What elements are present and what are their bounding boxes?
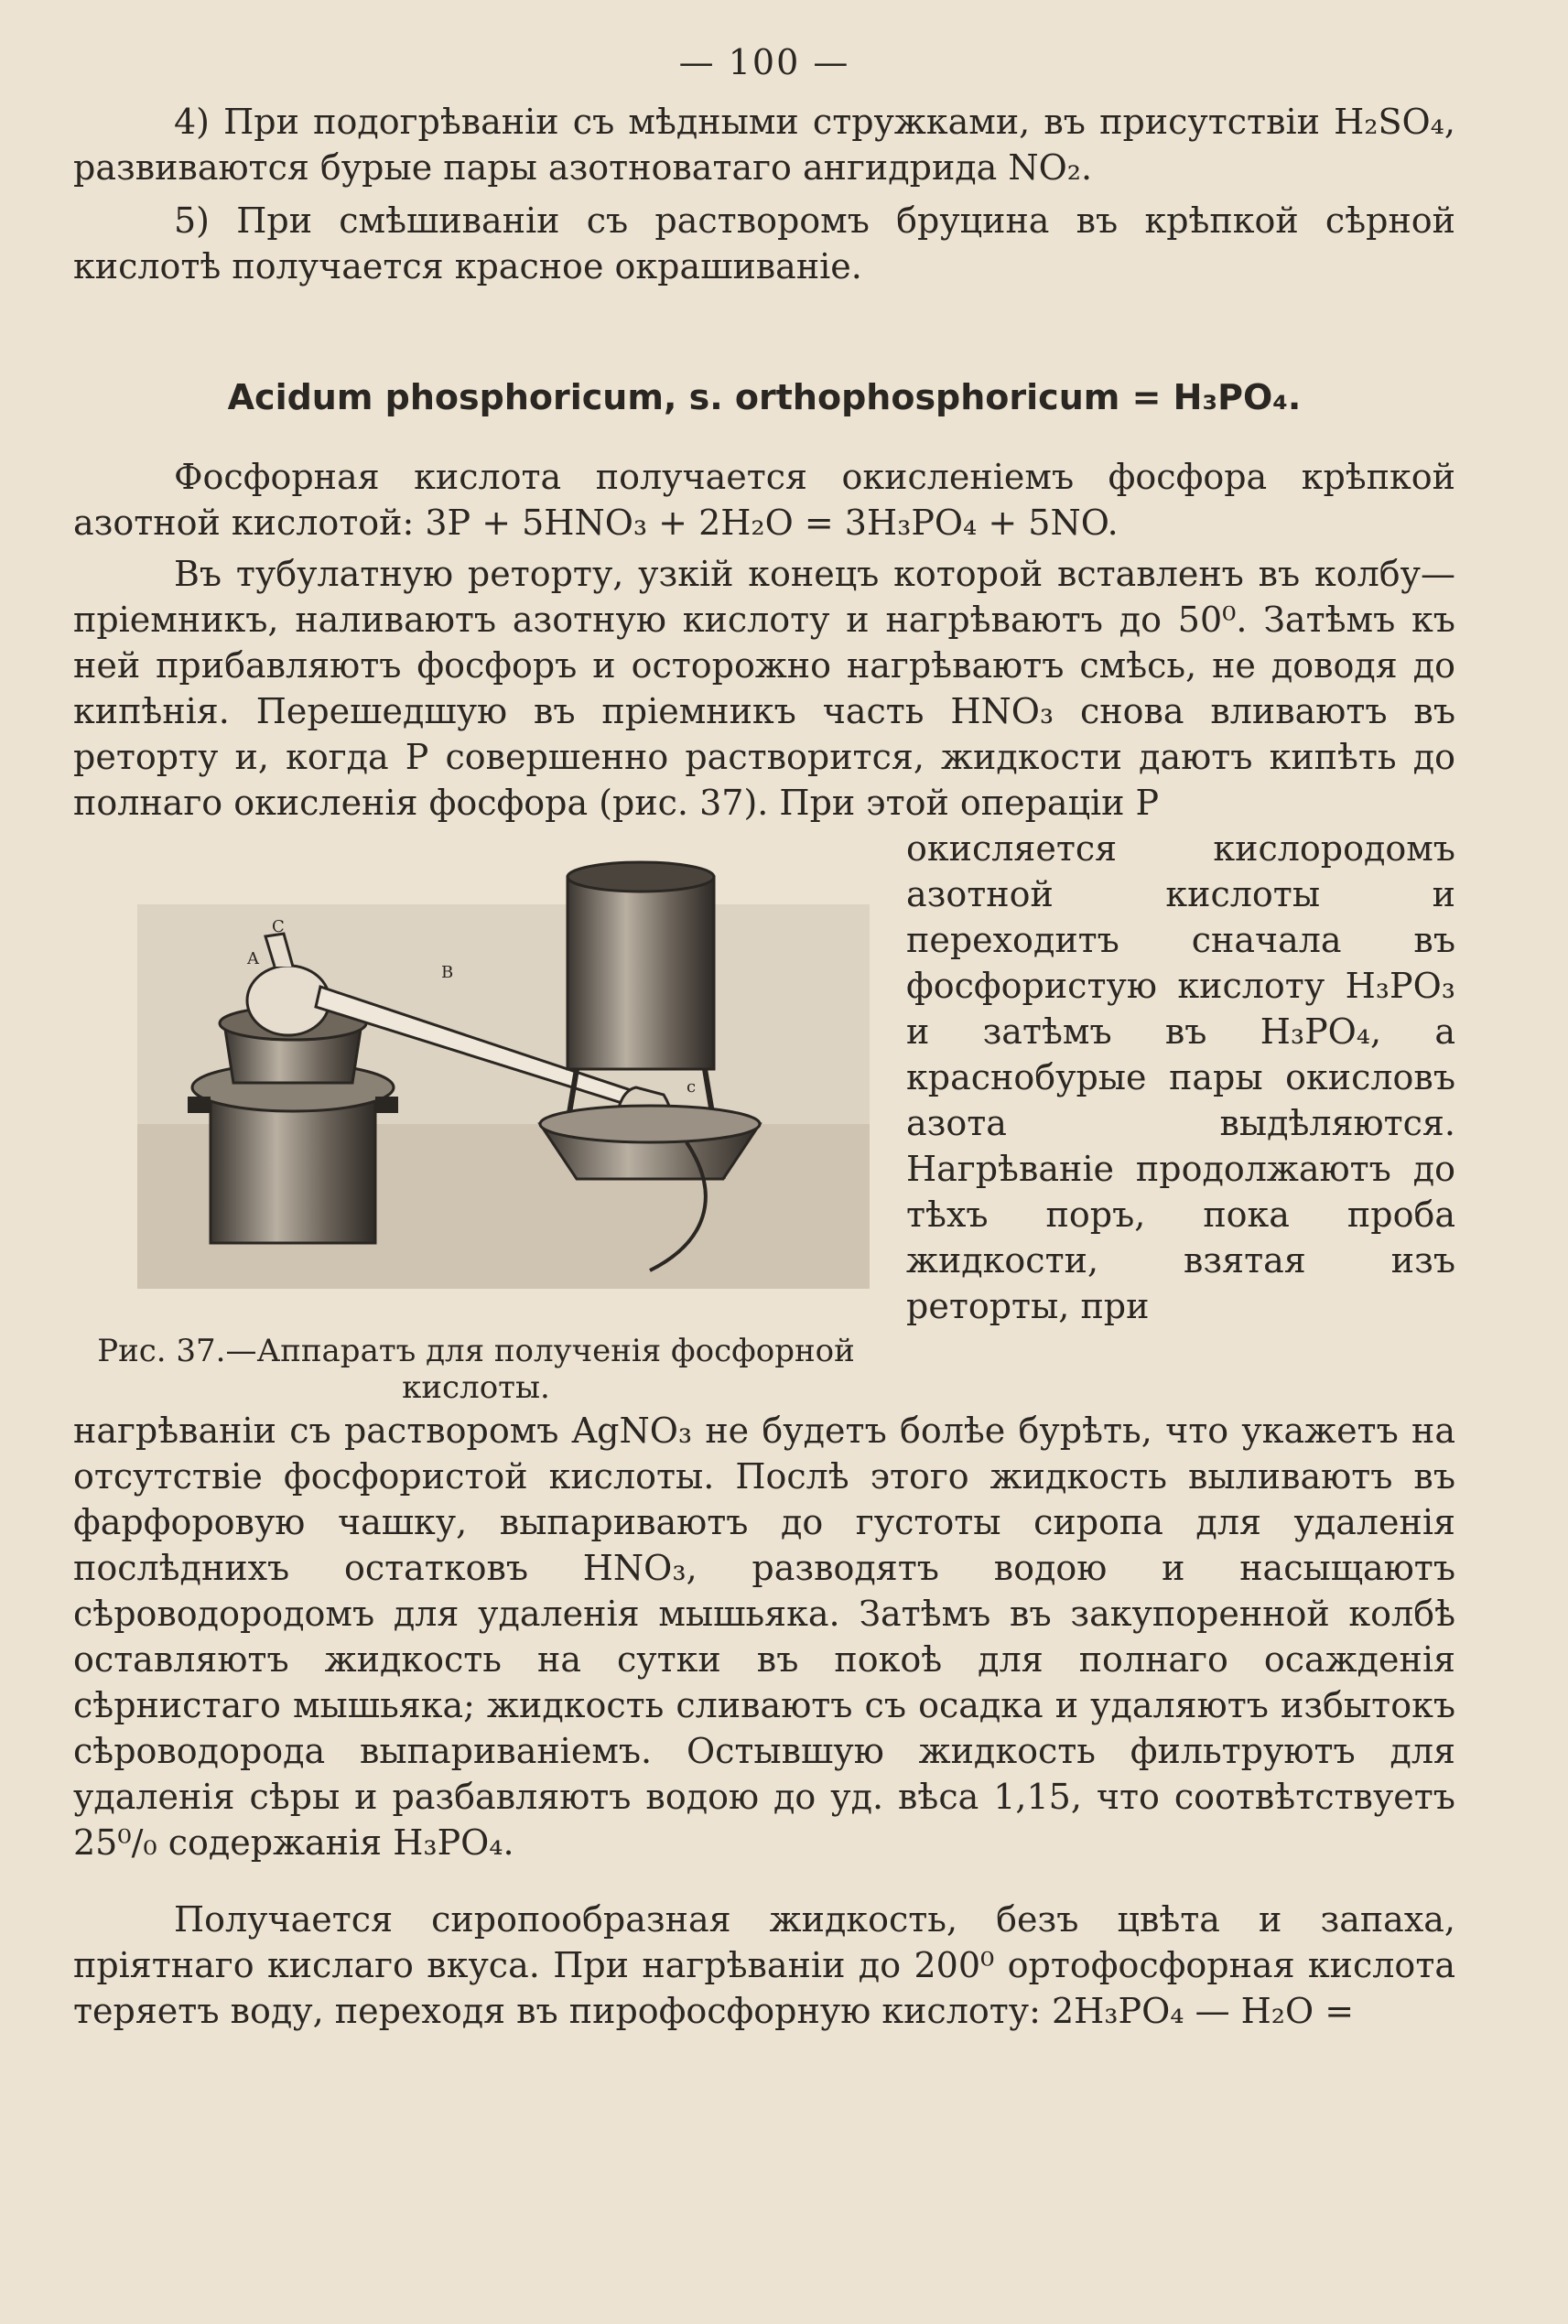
figure-label-c-lower: c xyxy=(687,1077,697,1097)
section-heading: Acidum phosphoricum, s. orthophosphoricum = H₃PO₄. xyxy=(227,377,1302,417)
paragraph-item-5: 5) При смѣшиваніи съ растворомъ бруцина въ крѣпкой сѣрной кислотѣ получается красное окрашиваніе. xyxy=(73,200,1455,286)
figure-label-a: A xyxy=(247,949,259,968)
side-paragraph: окисляется кислородомъ азотной кислоты и переходитъ сначала въ фосфористую кислоту H₃PO₃ и затѣмъ въ H₃PO₄, а краснобурые пары окисловъ азота выдѣляются. Нагрѣваніе продолжаютъ до тѣхъ поръ, пока проба жидкости, взятая изъ реторты, при xyxy=(906,828,1455,1326)
paragraph-continuation: нагрѣваніи съ растворомъ AgNO₃ не будетъ болѣе бурѣть, что укажетъ на отсутствіе фосфористой кислоты. Послѣ этого жидкость выливаютъ въ фарфоровую чашку, выпариваютъ до густоты сиропа для удаленія послѣднихъ остатковъ HNO₃, разводятъ водою и насыщаютъ сѣроводородомъ для удаленія мышьяка. Затѣмъ въ закупоренной колбѣ оставляютъ жидкость на сутки въ покоѣ для полнаго осажденія сѣрнистаго мышьяка; жидкость сливаютъ съ осадка и удаляютъ избытокъ сѣроводорода выпариваніемъ. Остывшую жидкость фильтруютъ для удаленія сѣры и разбавляютъ водою до уд. вѣса 1,15, что соотвѣтствуетъ 25⁰/₀ содержанія H₃PO₄. xyxy=(73,1411,1455,1863)
side-text-column xyxy=(906,826,1455,1406)
paragraph-properties: Получается сиропообразная жидкость, безъ цвѣта и запаха, пріятнаго кислаго вкуса. При нагрѣваніи до 200⁰ ортофосфорная кислота теряетъ воду, переходя въ пирофосфорную кислоту: 2H₃PO₄ — H₂O = xyxy=(73,1899,1455,2031)
figure-label-b: B xyxy=(441,963,454,982)
paragraph-item-4: 4) При подогрѣваніи съ мѣдными стружками, въ присутствіи H₂SO₄, развиваются бурые пары азотноватаго ангидрида NO₂. xyxy=(73,102,1455,188)
apparatus-illustration xyxy=(137,849,870,1289)
figure-caption: Рис. 37.—Аппаратъ для полученія фосфорной кислоты. xyxy=(97,1333,855,1406)
paragraph-intro: Фосфорная кислота получается окисленіемъ фосфора крѣпкой азотной кислотой: 3P + 5HNO₃ + 2H₂O = 3H₃PO₄ + 5NO. xyxy=(73,457,1455,543)
figure xyxy=(73,826,879,1406)
figure-block xyxy=(73,826,1455,1406)
page-number: — 100 — xyxy=(678,42,850,82)
book-page xyxy=(73,37,1455,2034)
paragraph-procedure: Въ тубулатную реторту, узкій конецъ которой вставленъ въ колбу—пріемникъ, наливаютъ азотную кислоту и нагрѣваютъ до 50⁰. Затѣмъ къ ней прибавляютъ фосфоръ и осторожно нагрѣваютъ смѣсь, не доводя до кипѣнія. Перешедшую въ пріемникъ часть HNO₃ снова вливаютъ въ реторту и, когда P совершенно растворится, жидкости даютъ кипѣть до полнаго окисленія фосфора (рис. 37). При этой операціи P xyxy=(73,554,1455,823)
figure-label-c: C xyxy=(272,917,285,936)
